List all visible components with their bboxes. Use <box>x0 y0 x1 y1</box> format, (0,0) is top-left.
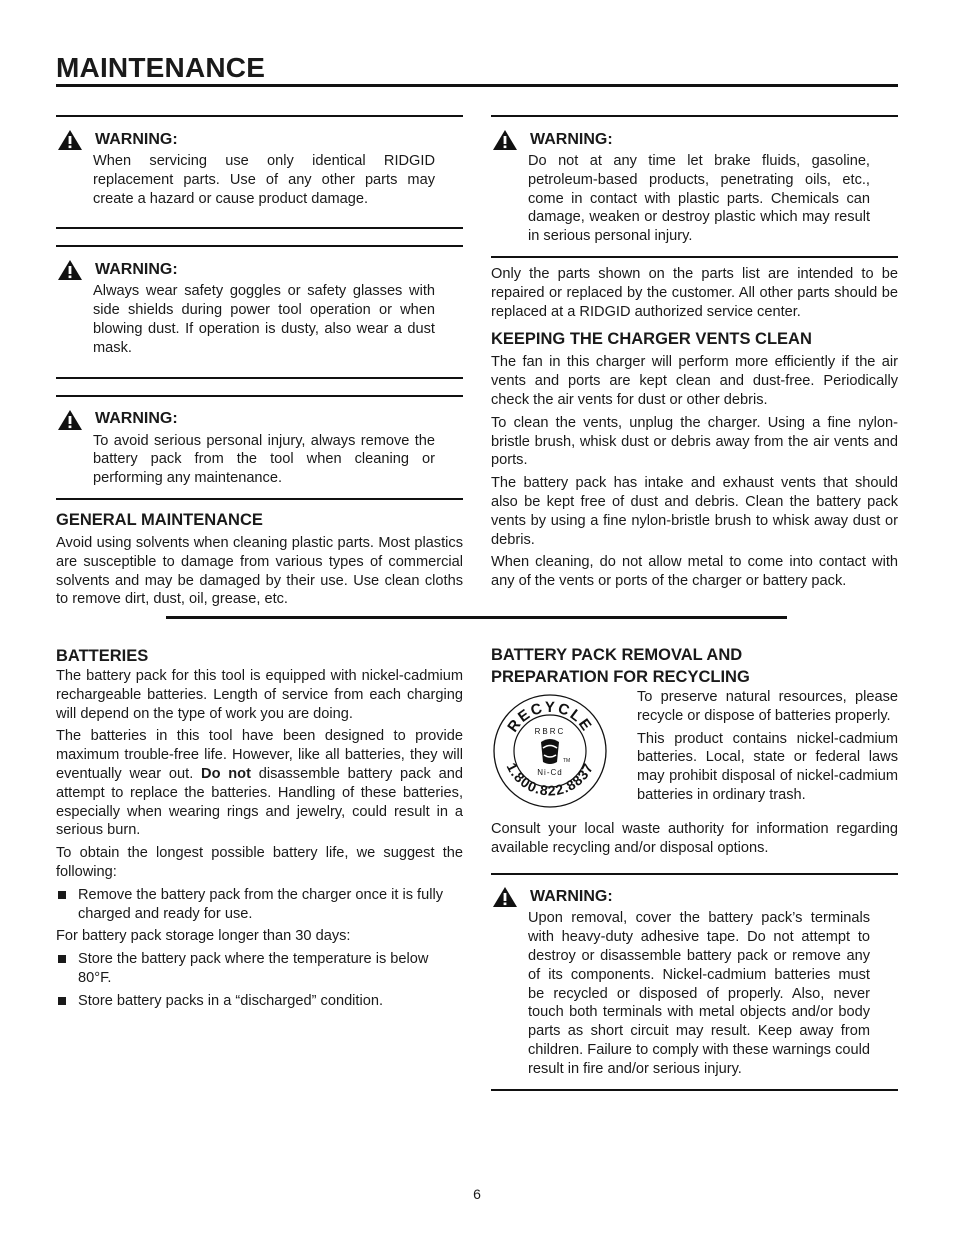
warning-heading: WARNING: <box>95 130 178 148</box>
warning-text: When servicing use only identical RIDGID replacement parts. Use of any other parts may create a hazard or cause product damage. <box>93 153 435 207</box>
warning-box-parts <box>56 130 463 208</box>
divider <box>491 1089 898 1091</box>
warning-triangle-icon <box>57 129 83 151</box>
warning-text: Upon removal, cover the battery pack’s terminals with heavy-duty adhesive tape. Do not attempt to destroy or disassemble battery pack or remove any of its components. Nickel-cadmium batteries must be recycled or disposed of properly. Also, never touch both terminals with metal objects and/or body parts as short circuit may result. Keep away from children. Failure to comply with these warnings could result in fire and/or serious injury. <box>528 910 870 1077</box>
list-item: Store the battery pack where the temperature is below 80°F. <box>56 950 463 988</box>
section-divider <box>166 616 787 619</box>
section-heading-charger-vents: KEEPING THE CHARGER VENTS CLEAN <box>491 330 812 349</box>
svg-text:1.800.822.8837 <box>504 760 597 798</box>
warning-triangle-icon <box>492 129 518 151</box>
vents-paragraph: The fan in this charger will perform more efficiently if the air vents and ports are kept clean and dust-free. Periodically check the air vents for dust or other debris. <box>491 354 898 408</box>
recycling-paragraph: This product contains nickel-cadmium batteries. Local, state or federal laws may prohibit disposal of nickel-cadmium batteries in ordinary trash. <box>637 730 898 803</box>
divider <box>56 377 463 379</box>
vents-paragraph: When cleaning, do not allow metal to come into contact with any of the vents or ports of the charger or battery pack. <box>491 554 898 590</box>
warning-box-terminals <box>491 887 898 1078</box>
general-maintenance-text: Avoid using solvents when cleaning plastic parts. Most plastics are susceptible to damage from various types of commercial solvents and may be damaged by their use. Use clean cloths to remove dirt, dust, oil, grease, etc. <box>56 534 463 608</box>
section-heading-batteries: BATTERIES <box>56 647 149 665</box>
warning-triangle-icon <box>57 259 83 281</box>
warning-text: Always wear safety goggles or safety glasses with side shields during power tool operation or when blowing dust. If operation is dusty, also wear a dust mask. <box>93 283 435 356</box>
warning-text: Do not at any time let brake fluids, gasoline, petroleum-based products, penetrating oils, etc., come in contact with plastic parts. Chemicals can damage, weaken or destroy plastic which may result in serious personal injury. <box>528 153 870 245</box>
batteries-paragraph: The battery pack for this tool is equipped with nickel-cadmium rechargeable batteries. Length of service from each charging will depend on the type of work you are doing. <box>56 668 463 722</box>
logo-tm-text: TM <box>563 758 571 764</box>
logo-nicd-text: Ni-Cd <box>537 768 563 777</box>
warning-heading: WARNING: <box>530 887 613 905</box>
warning-text: To avoid serious personal injury, always remove the battery pack from the tool when cleaning or performing any maintenance. <box>93 432 435 487</box>
logo-phone-text: 1.800.822.8837 <box>503 760 597 799</box>
list-item: Remove the battery pack from the charger once it is fully charged and ready for use. <box>56 886 463 924</box>
divider <box>491 115 898 117</box>
section-heading-general-maintenance: GENERAL MAINTENANCE <box>56 510 263 529</box>
page-title: MAINTENANCE <box>56 52 266 83</box>
divider <box>56 227 463 229</box>
divider <box>56 498 463 500</box>
divider <box>56 115 463 117</box>
logo-rbrc-text: RBRC <box>534 727 566 736</box>
list-item: Store battery packs in a “discharged” condition. <box>56 992 463 1011</box>
warning-box-goggles <box>56 260 463 357</box>
emphasis-do-not: Do not <box>201 765 251 782</box>
divider <box>56 245 463 247</box>
page-number: 6 <box>473 1186 481 1202</box>
recycling-section <box>491 644 898 1091</box>
batteries-paragraph: The batteries in this tool have been designed to provide maximum trouble-free life. However, like all batteries, they will eventually wear out. Do not disassemble battery pack and attempt to replace the batteries. Handling of these batteries, especially when wearing rings and jewelry, could result in a serious burn. <box>56 728 463 839</box>
section-heading-recycling: BATTERY PACK REMOVAL AND PREPARATION FOR RECYCLING <box>491 646 750 686</box>
bullet-square-icon <box>58 955 66 963</box>
warning-heading: WARNING: <box>530 130 613 148</box>
divider <box>56 395 463 397</box>
warning-heading: WARNING: <box>95 260 178 278</box>
vents-paragraph: The battery pack has intake and exhaust vents that should also be kept free of dust and debris. Clean the battery pack vents by using a fine nylon-bristle brush to whisk away dust or debris. <box>491 475 898 548</box>
recycling-paragraph: Consult your local waste authority for information regarding available recycling and/or disposal options. <box>491 820 898 856</box>
right-column-top <box>491 115 898 591</box>
warning-box-plastics <box>491 130 898 246</box>
batteries-section <box>56 645 463 1011</box>
title-rule <box>56 84 898 87</box>
logo-recycle-text: RECYCLE <box>504 698 596 736</box>
divider <box>491 256 898 258</box>
warning-heading: WARNING: <box>95 410 178 428</box>
bullet-square-icon <box>58 997 66 1005</box>
batteries-paragraph: To obtain the longest possible battery life, we suggest the following: <box>56 845 463 880</box>
warning-triangle-icon <box>492 886 518 908</box>
parts-text: Only the parts shown on the parts list are intended to be repaired or replaced by the customer. All other parts should be replaced at a RIDGID authorized service center. <box>491 265 898 320</box>
batteries-paragraph: For battery pack storage longer than 30 days: <box>56 928 351 945</box>
bullet-square-icon <box>58 891 66 899</box>
rbrc-recycle-seal-icon <box>491 692 609 810</box>
recycling-paragraph: To preserve natural resources, please recycle or dispose of batteries properly. <box>637 689 898 724</box>
warning-triangle-icon <box>57 409 83 431</box>
vents-paragraph: To clean the vents, unplug the charger. Using a fine nylon-bristle brush, whisk dust or debris away from the air vents and ports. <box>491 414 898 469</box>
divider <box>491 873 898 875</box>
warning-box-remove-battery <box>56 410 463 488</box>
left-column-top <box>56 115 463 609</box>
